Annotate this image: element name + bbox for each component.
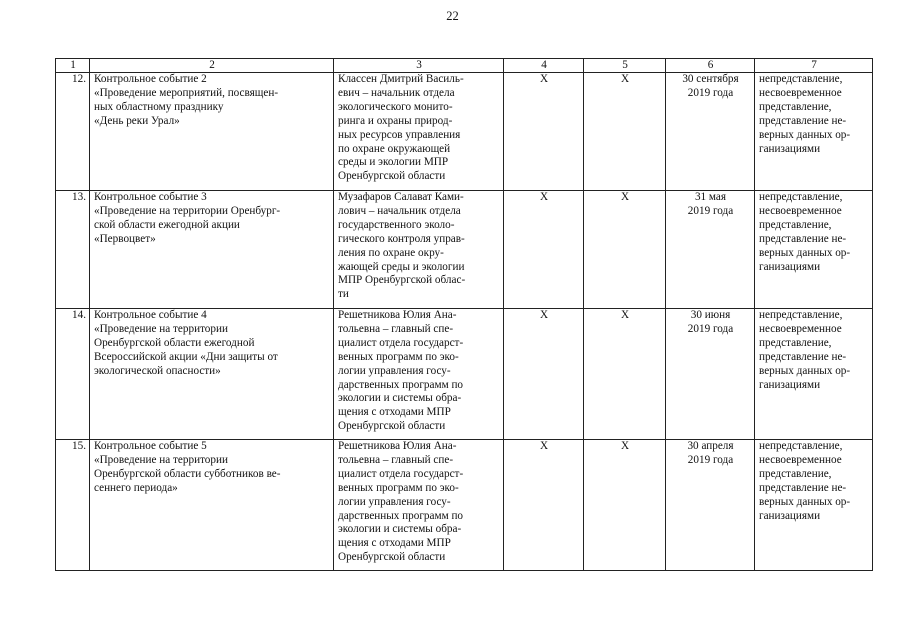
column-4-mark: Х (504, 440, 584, 571)
responsible-person (334, 73, 504, 191)
cell-line: лович – начальник отдела (338, 204, 461, 217)
cell-line: ганизациями (759, 509, 821, 522)
cell-line: представление не- (759, 481, 847, 494)
table-row (56, 73, 873, 191)
cell-line: ганизациями (759, 260, 821, 273)
cell-line: дарственных программ по (338, 378, 464, 391)
column-header-6: 6 (666, 59, 755, 73)
deadline-date (666, 440, 755, 571)
risk-description (755, 440, 873, 571)
cell-line: представление, (759, 218, 832, 231)
cell-line: ганизациями (759, 378, 821, 391)
cell-line: верных данных ор- (759, 128, 851, 141)
cell-line: представление не- (759, 114, 847, 127)
cell-line: 2019 года (687, 204, 734, 217)
page-number: 22 (446, 9, 459, 23)
cell-line: ринга и охраны природ- (338, 114, 453, 127)
cell-line: Всероссийской акции «Дни защиты от (94, 350, 278, 363)
cell-line: жающей среды и экологии (338, 260, 465, 273)
cell-line: циалист отдела государст- (338, 336, 464, 349)
cell-line: экологической опасности» (94, 364, 221, 377)
cell-line: «Проведение на территории (94, 322, 228, 335)
cell-line: Решетникова Юлия Ана- (338, 440, 457, 452)
cell-line: Оренбургской области (338, 420, 446, 433)
cell-line: несвоевременное (759, 453, 842, 466)
column-5-mark: Х (584, 309, 666, 440)
row-number: 13. (56, 191, 90, 309)
cell-line: непредставление, (759, 309, 843, 321)
table-body (56, 73, 873, 571)
cell-line: Оренбургской области (338, 551, 446, 564)
cell-line: Контрольное событие 5 (94, 440, 207, 452)
cell-line: экологии и системы обра- (338, 392, 462, 405)
cell-line: представление не- (759, 350, 847, 363)
cell-line: представление, (759, 100, 832, 113)
cell-line: среды и экологии МПР (338, 156, 449, 169)
cell-line: верных данных ор- (759, 495, 851, 508)
column-4-mark: Х (504, 309, 584, 440)
table-row (56, 440, 873, 571)
responsible-person (334, 440, 504, 571)
column-4-mark: Х (504, 191, 584, 309)
cell-line: Оренбургской области (338, 170, 446, 183)
cell-line: ганизациями (759, 142, 821, 155)
column-header-2: 2 (90, 59, 334, 73)
cell-line: «День реки Урал» (94, 114, 180, 127)
risk-description (755, 73, 873, 191)
cell-line: «Проведение на территории Оренбург- (94, 204, 281, 217)
header-row (56, 59, 873, 73)
cell-line: 30 апреля (687, 440, 734, 452)
event-description (90, 440, 334, 571)
cell-line: несвоевременное (759, 86, 842, 99)
cell-line: непредставление, (759, 191, 843, 203)
cell-line: венных программ по эко- (338, 481, 459, 494)
risk-description (755, 309, 873, 440)
column-5-mark: Х (584, 73, 666, 191)
cell-line: «Проведение мероприятий, посвящен- (94, 86, 279, 99)
cell-line: ти (338, 288, 349, 301)
deadline-date (666, 309, 755, 440)
risk-description (755, 191, 873, 309)
column-header-7: 7 (755, 59, 873, 73)
cell-line: непредставление, (759, 73, 843, 85)
row-number: 14. (56, 309, 90, 440)
cell-line: Оренбургской области ежегодной (94, 336, 255, 349)
cell-line: логии управления госу- (338, 364, 451, 377)
cell-line: 2019 года (687, 322, 734, 335)
cell-line: 30 сентября (682, 73, 739, 85)
column-5-mark: Х (584, 440, 666, 571)
cell-line: представление не- (759, 232, 847, 245)
column-5-mark: Х (584, 191, 666, 309)
cell-line: «Первоцвет» (94, 232, 156, 245)
table-row (56, 309, 873, 440)
cell-line: несвоевременное (759, 322, 842, 335)
cell-line: верных данных ор- (759, 364, 851, 377)
cell-line: дарственных программ по (338, 509, 464, 522)
cell-line: 31 мая (694, 191, 727, 203)
cell-line: Оренбургской области субботников ве- (94, 467, 281, 480)
cell-line: логии управления госу- (338, 495, 451, 508)
cell-line: МПР Оренбургской облас- (338, 274, 466, 287)
event-description (90, 73, 334, 191)
deadline-date (666, 73, 755, 191)
row-number: 15. (56, 440, 90, 571)
cell-line: Контрольное событие 2 (94, 73, 207, 85)
cell-line: Классен Дмитрий Василь- (338, 73, 464, 85)
cell-line: по охране окружающей (338, 142, 451, 155)
cell-line: государственного эколо- (338, 218, 455, 231)
event-description (90, 191, 334, 309)
cell-line: 30 июня (690, 309, 731, 321)
table-row (56, 191, 873, 309)
cell-line: щения с отходами МПР (338, 406, 451, 419)
row-number: 12. (56, 73, 90, 191)
responsible-person (334, 309, 504, 440)
deadline-date (666, 191, 755, 309)
cell-line: Музафаров Салават Ками- (338, 191, 464, 203)
cell-line: евич – начальник отдела (338, 86, 455, 99)
cell-line: циалист отдела государст- (338, 467, 464, 480)
cell-line: ных ресурсов управления (338, 128, 461, 141)
cell-line: тольевна – главный спе- (338, 322, 454, 335)
cell-line: ской области ежегодной акции (94, 218, 240, 231)
cell-line: сеннего периода» (94, 481, 178, 494)
column-header-4: 4 (504, 59, 584, 73)
column-header-3: 3 (334, 59, 504, 73)
cell-line: экологического монито- (338, 100, 453, 113)
cell-line: Контрольное событие 4 (94, 309, 207, 321)
cell-line: непредставление, (759, 440, 843, 452)
cell-line: щения с отходами МПР (338, 537, 451, 550)
cell-line: представление, (759, 336, 832, 349)
cell-line: «Проведение на территории (94, 453, 228, 466)
cell-line: Решетникова Юлия Ана- (338, 309, 457, 321)
cell-line: Контрольное событие 3 (94, 191, 207, 203)
cell-line: экологии и системы обра- (338, 523, 462, 536)
event-description (90, 309, 334, 440)
cell-line: представление, (759, 467, 832, 480)
cell-line: гического контроля управ- (338, 232, 465, 245)
cell-line: ных областному празднику (94, 100, 224, 113)
cell-line: ления по охране окру- (338, 246, 444, 259)
control-events-table (55, 58, 873, 571)
cell-line: 2019 года (687, 453, 734, 466)
responsible-person (334, 191, 504, 309)
cell-line: венных программ по эко- (338, 350, 459, 363)
cell-line: несвоевременное (759, 204, 842, 217)
cell-line: тольевна – главный спе- (338, 453, 454, 466)
column-4-mark: Х (504, 73, 584, 191)
column-header-1: 1 (56, 59, 90, 73)
cell-line: 2019 года (687, 86, 734, 99)
column-header-5: 5 (584, 59, 666, 73)
cell-line: верных данных ор- (759, 246, 851, 259)
